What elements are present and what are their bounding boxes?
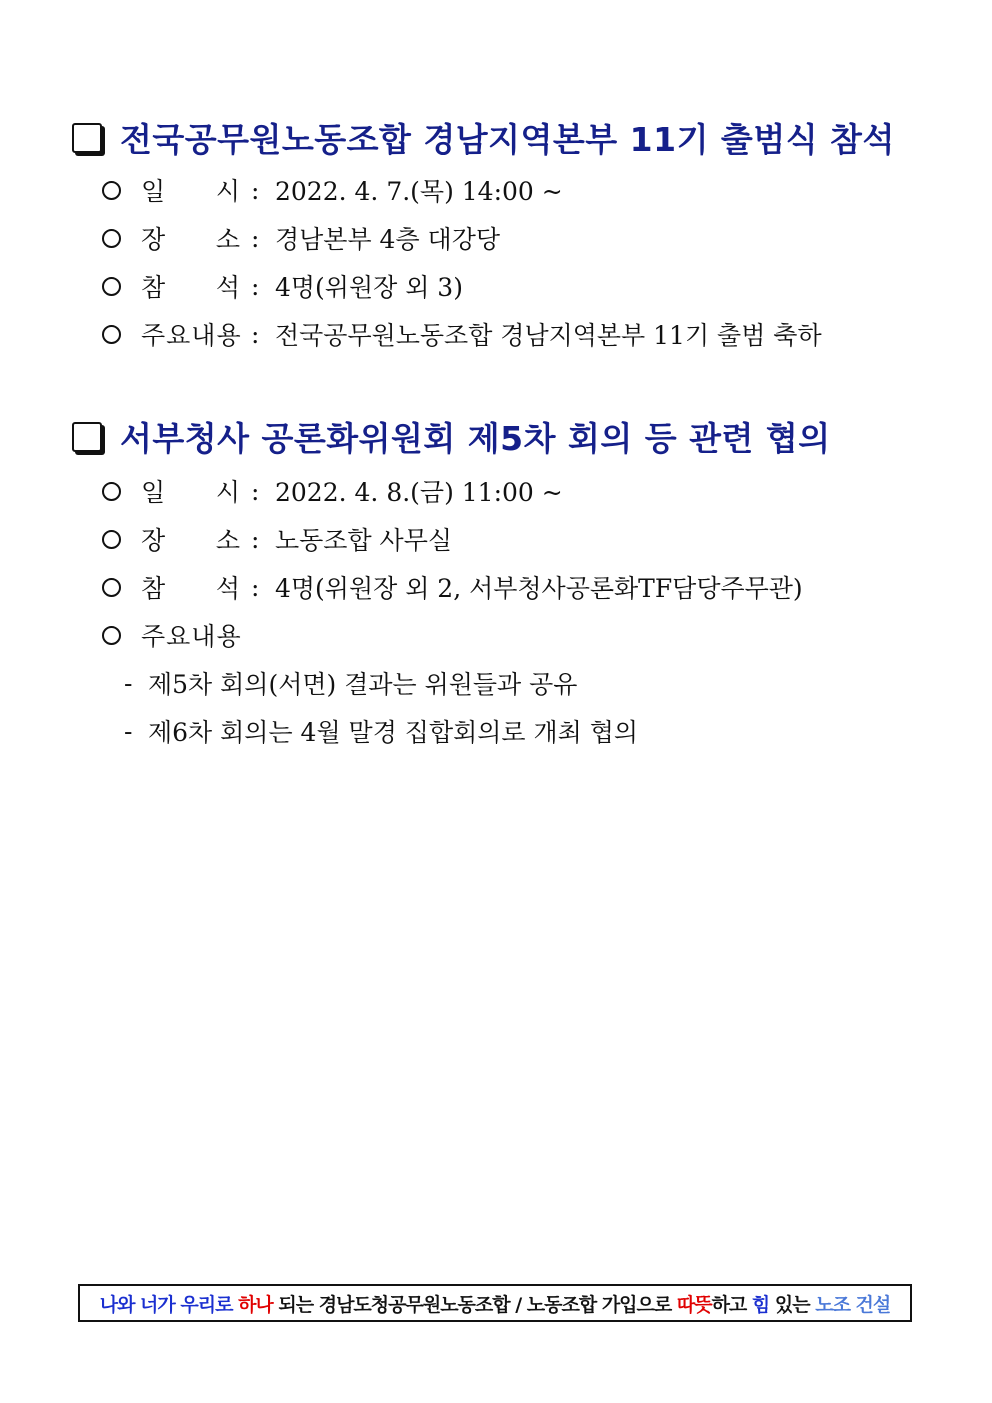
circle-bullet-icon bbox=[102, 482, 121, 501]
footer-slogan-box bbox=[78, 1284, 912, 1322]
label-date: 일 시 bbox=[141, 478, 241, 507]
slogan-part: 하나 bbox=[238, 1293, 273, 1316]
dash: - bbox=[124, 716, 133, 746]
slogan-part: 따뜻 bbox=[676, 1293, 712, 1316]
colon: : bbox=[251, 319, 260, 349]
label-place: 장 소 bbox=[141, 225, 241, 254]
circle-bullet-icon bbox=[102, 325, 121, 344]
section-title-text: 서부청사 공론화위원회 제5차 회의 등 관련 협의 bbox=[120, 419, 831, 458]
checkbox-square-icon bbox=[72, 422, 102, 452]
section-title-2 bbox=[72, 413, 831, 460]
colon: : bbox=[251, 476, 260, 506]
value-attendees: 4명(위원장 외 3) bbox=[275, 273, 463, 302]
label-place: 장 소 bbox=[141, 526, 241, 555]
circle-bullet-icon bbox=[102, 578, 121, 597]
value-attendees: 4명(위원장 외 2, 서부청사공론화TF담당주무관) bbox=[275, 574, 803, 603]
slogan-part: 나와 너가 우리로 bbox=[99, 1293, 239, 1316]
detail-row-place bbox=[102, 220, 500, 256]
value-date: 2022. 4. 7.(목) 14:00 ~ bbox=[275, 177, 563, 206]
label-attendees: 참 석 bbox=[141, 574, 241, 603]
content-subitem bbox=[124, 665, 577, 701]
detail-row-attendees bbox=[102, 569, 803, 605]
colon: : bbox=[251, 572, 260, 602]
section-title-text: 전국공무원노동조합 경남지역본부 11기 출범식 참석 bbox=[120, 120, 895, 159]
detail-row-content bbox=[102, 316, 822, 352]
checkbox-square-icon bbox=[72, 123, 102, 153]
detail-row-content bbox=[102, 617, 251, 653]
slogan-part: 하고 bbox=[711, 1293, 752, 1316]
label-date: 일 시 bbox=[141, 177, 241, 206]
colon: : bbox=[251, 175, 260, 205]
detail-row-attendees bbox=[102, 268, 463, 304]
subitem-text: 제6차 회의는 4월 말경 집합회의로 개최 협의 bbox=[148, 718, 639, 747]
circle-bullet-icon bbox=[102, 229, 121, 248]
colon: : bbox=[251, 524, 260, 554]
circle-bullet-icon bbox=[102, 626, 121, 645]
dash: - bbox=[124, 668, 133, 698]
value-date: 2022. 4. 8.(금) 11:00 ~ bbox=[275, 478, 563, 507]
value-place: 경남본부 4층 대강당 bbox=[275, 225, 500, 254]
label-attendees: 참 석 bbox=[141, 273, 241, 302]
circle-bullet-icon bbox=[102, 181, 121, 200]
circle-bullet-icon bbox=[102, 277, 121, 296]
label-content: 주요내용 bbox=[141, 622, 242, 651]
slogan-part: 노조 건설 bbox=[815, 1293, 891, 1316]
colon: : bbox=[251, 223, 260, 253]
section-title-1 bbox=[72, 114, 895, 161]
slogan-part: 힘 bbox=[751, 1293, 770, 1316]
label-content: 주요내용 bbox=[141, 321, 242, 350]
colon: : bbox=[251, 271, 260, 301]
circle-bullet-icon bbox=[102, 530, 121, 549]
slogan-part: 있는 bbox=[769, 1293, 816, 1316]
slogan-part: 되는 경남도청공무원노동조합 / 노동조합 가입으로 bbox=[272, 1293, 677, 1316]
detail-row-place bbox=[102, 521, 452, 557]
value-place: 노동조합 사무실 bbox=[275, 526, 452, 555]
detail-row-date bbox=[102, 172, 563, 208]
value-content: 전국공무원노동조합 경남지역본부 11기 출범 축하 bbox=[275, 321, 822, 350]
detail-row-date bbox=[102, 473, 563, 509]
subitem-text: 제5차 회의(서면) 결과는 위원들과 공유 bbox=[148, 670, 578, 699]
content-subitem bbox=[124, 713, 638, 749]
